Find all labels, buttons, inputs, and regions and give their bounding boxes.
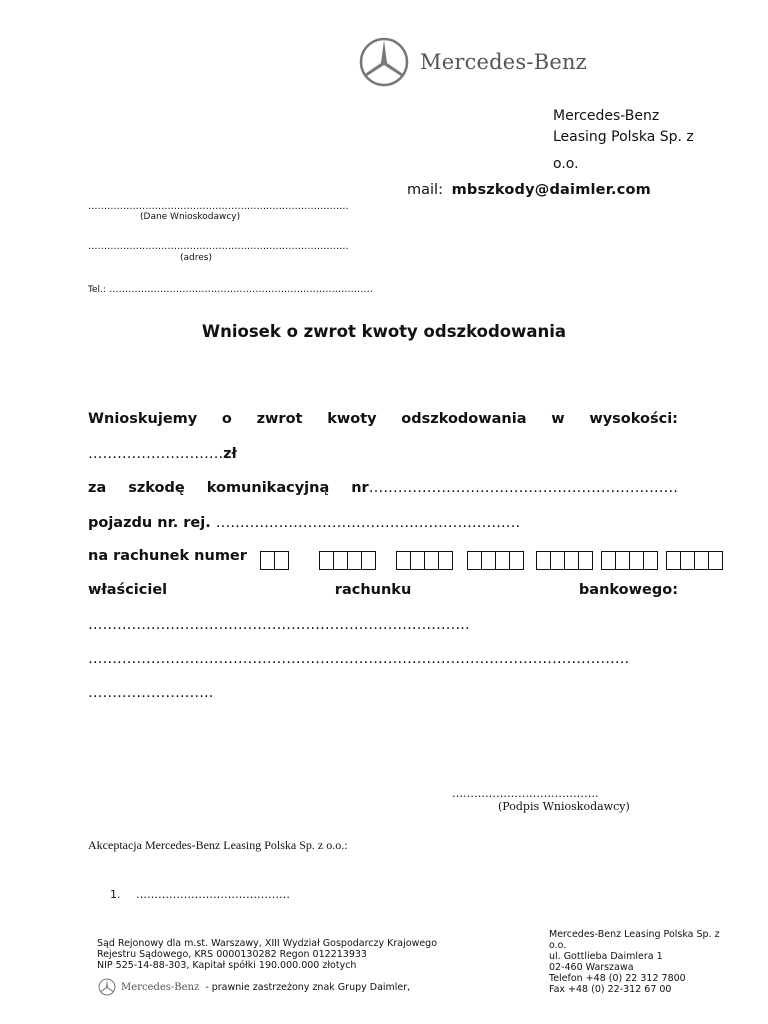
mercedes-star-icon [98,978,116,996]
item-number: 1. [110,888,121,901]
amount-dots: ………………………. [88,446,224,462]
vehicle-dots: ……………………………………………………… [215,515,521,531]
damage-line [88,480,678,496]
request-word: kwoty [327,411,377,427]
request-word: odszkodowania [401,411,527,427]
item-dots: …………………………………… [136,888,290,901]
owner-word: bankowego: [578,582,678,598]
request-word: Wnioskujemy [88,411,198,427]
applicant-name-label: (Dane Wnioskodawcy) [140,212,241,222]
acceptance-label: Akceptacja Mercedes-Benz Leasing Polska Sp. z o.o.: [88,838,348,852]
vehicle-line [88,515,678,531]
damage-word: szkodę [128,480,185,496]
account-number-boxes [260,551,723,570]
amount-line [88,446,678,462]
damage-word: za [88,480,107,496]
mercedes-star-icon [358,36,410,88]
company-line: Mercedes-Benz [553,108,660,124]
company-address [553,106,723,175]
footer-registry [97,938,437,971]
owner-line [88,582,678,598]
company-line: o.o. [553,156,579,172]
account-group[interactable] [601,551,658,570]
brand-name: Mercedes-Benz [420,50,587,74]
account-group[interactable] [467,551,524,570]
acceptance-item [110,888,290,901]
owner-word: właściciel [88,582,168,598]
tel-dots: ................................................................................... [109,284,373,295]
company-line: Leasing Polska Sp. z [553,129,694,145]
document-title: Wniosek o zwrot kwoty odszkodowania [201,322,567,341]
owner-dots-2: …………………………………………………………………………………………………. [88,651,630,667]
mail-address[interactable]: mbszkody@daimler.com [451,182,651,198]
request-word: o [221,411,232,427]
footer-company [549,929,734,995]
owner-dots-3: …………………….. [88,685,214,701]
mercedes-logo [358,36,587,88]
vehicle-label: pojazdu nr. rej. [88,515,211,531]
applicant-address-label: (adres) [180,253,212,263]
mail-line [407,182,651,198]
footer-company-line: Telefon +48 (0) 22 312 7800 [549,973,686,984]
tel-label: Tel.: [88,285,106,295]
footer-line: NIP 525-14-88-303, Kapitał spółki 190.000.000 złotych [97,960,357,971]
request-word: w [551,411,565,427]
footer-trademark: - prawnie zastrzeżony znak Grupy Daimler, [205,981,411,993]
footer-line: Rejestru Sądowego, KRS 0000130282 Regon 012213933 [97,949,367,960]
signature-dots: …………………………………. [452,787,599,800]
applicant-name-dots: .................................................................................. [88,201,349,212]
footer-logo [98,978,410,996]
footer-company-line: o.o. [549,940,567,951]
owner-word: rachunku [334,582,412,598]
footer-company-line: ul. Gottlieba Daimlera 1 [549,951,663,962]
applicant-address-dots: .................................................................................. [88,241,349,252]
footer-company-line: Mercedes-Benz Leasing Polska Sp. z [549,929,720,940]
footer-brand: Mercedes-Benz [121,981,200,993]
account-group[interactable] [536,551,593,570]
request-word: zwrot [256,411,303,427]
signature-label: (Podpis Wnioskodawcy) [498,800,630,813]
owner-dots-1: ……………………………………………………………………. [88,617,470,633]
request-word: wysokości: [589,411,678,427]
request-line [88,411,678,427]
account-group[interactable] [319,551,376,570]
mail-label: mail: [407,182,443,198]
account-group[interactable] [396,551,453,570]
damage-word: nr [351,480,369,496]
footer-company-line: Fax +48 (0) 22-312 67 00 [549,984,672,995]
account-group[interactable] [666,551,723,570]
damage-word: komunikacyjną [206,480,330,496]
amount-unit: zł [223,446,237,462]
account-group[interactable] [260,551,289,570]
footer-line: Sąd Rejonowy dla m.st. Warszawy, XIII Wydział Gospodarczy Krajowego [97,938,438,949]
applicant-tel [88,284,373,295]
account-label: na rachunek numer [88,548,247,564]
footer-company-line: 02-460 Warszawa [549,962,634,973]
damage-dots: ………………………………………………………. [368,480,678,496]
